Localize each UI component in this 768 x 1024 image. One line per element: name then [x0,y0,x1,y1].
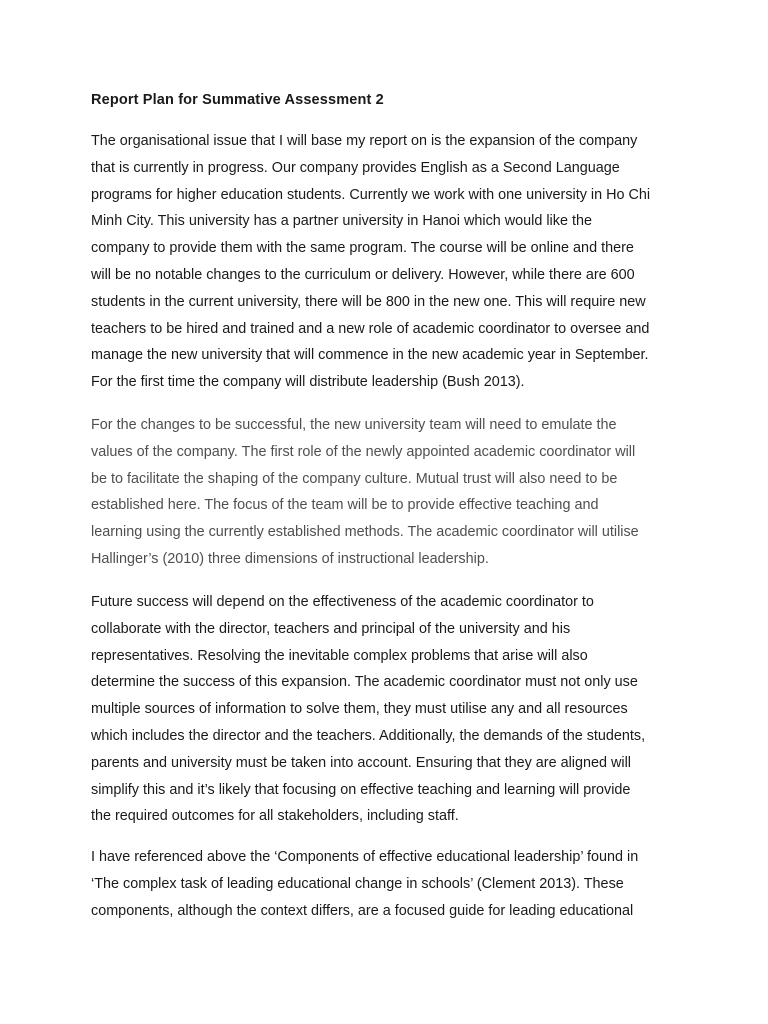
text-line: collaborate with the director, teachers and principal of the university and his [91,620,571,637]
text-line: The organisational issue that I will base my report on is the expansion of the company [91,133,638,149]
text-line: Hallinger’s (2010) three dimensions of instructional leadership. [91,550,489,567]
text-line: which includes the director and the teachers. Additionally, the demands of the students, [91,727,646,744]
text-line: For the changes to be successful, the new university team will need to emulate the [91,417,617,433]
text-line: multiple sources of information to solve them, they must utilise any and all resources [91,701,628,718]
text-line: be to facilitate the shaping of the company culture. Mutual trust will also need to be [91,470,618,487]
paragraph-changes-success [91,412,639,573]
text-line: established here. The focus of the team will be to provide effective teaching and [91,497,599,514]
paragraph-future-success [91,589,645,830]
text-line: representatives. Resolving the inevitable complex problems that arise will also [91,647,588,664]
text-line: will be no notable changes to the curriculum or delivery. However, while there are 600 [91,266,635,283]
text-line: parents and university must be taken into account. Ensuring that they are aligned will [91,754,631,771]
text-line: learning using the currently established methods. The academic coordinator will utilise [91,524,639,541]
text-line: company to provide them with the same program. The course will be online and there [91,240,634,257]
paragraph-organisational-issue [91,128,650,396]
text-line: I have referenced above the ‘Components of effective educational leadership’ found in [91,849,639,865]
text-line: programs for higher education students. Currently we work with one university in Ho Chi [91,186,651,203]
text-line: determine the success of this expansion. The academic coordinator must not only use [91,674,638,691]
text-line: the required outcomes for all stakeholders, including staff. [91,808,459,825]
text-line: students in the current university, there will be 800 in the new one. This will require new [91,293,646,310]
text-line: ‘The complex task of leading educational change in schools’ (Clement 2013). These [91,875,624,892]
text-line: that is currently in progress. Our company provides English as a Second Language [91,159,620,176]
text-line: For the first time the company will distribute leadership (Bush 2013). [91,374,525,391]
paragraph-references [91,844,638,924]
text-line: simplify this and it’s likely that focusing on effective teaching and learning will provide [91,781,631,798]
text-line: manage the new university that will commence in the new academic year in September. [91,347,649,364]
document-title: Report Plan for Summative Assessment 2 [91,92,384,108]
text-line: components, although the context differs, are a focused guide for leading educational [91,902,634,919]
text-line: Minh City. This university has a partner university in Hanoi which would like the [91,213,592,230]
text-line: values of the company. The first role of the newly appointed academic coordinator will [91,443,636,460]
text-line: Future success will depend on the effectiveness of the academic coordinator to [91,594,594,610]
text-line: teachers to be hired and trained and a new role of academic coordinator to oversee and [91,320,650,337]
